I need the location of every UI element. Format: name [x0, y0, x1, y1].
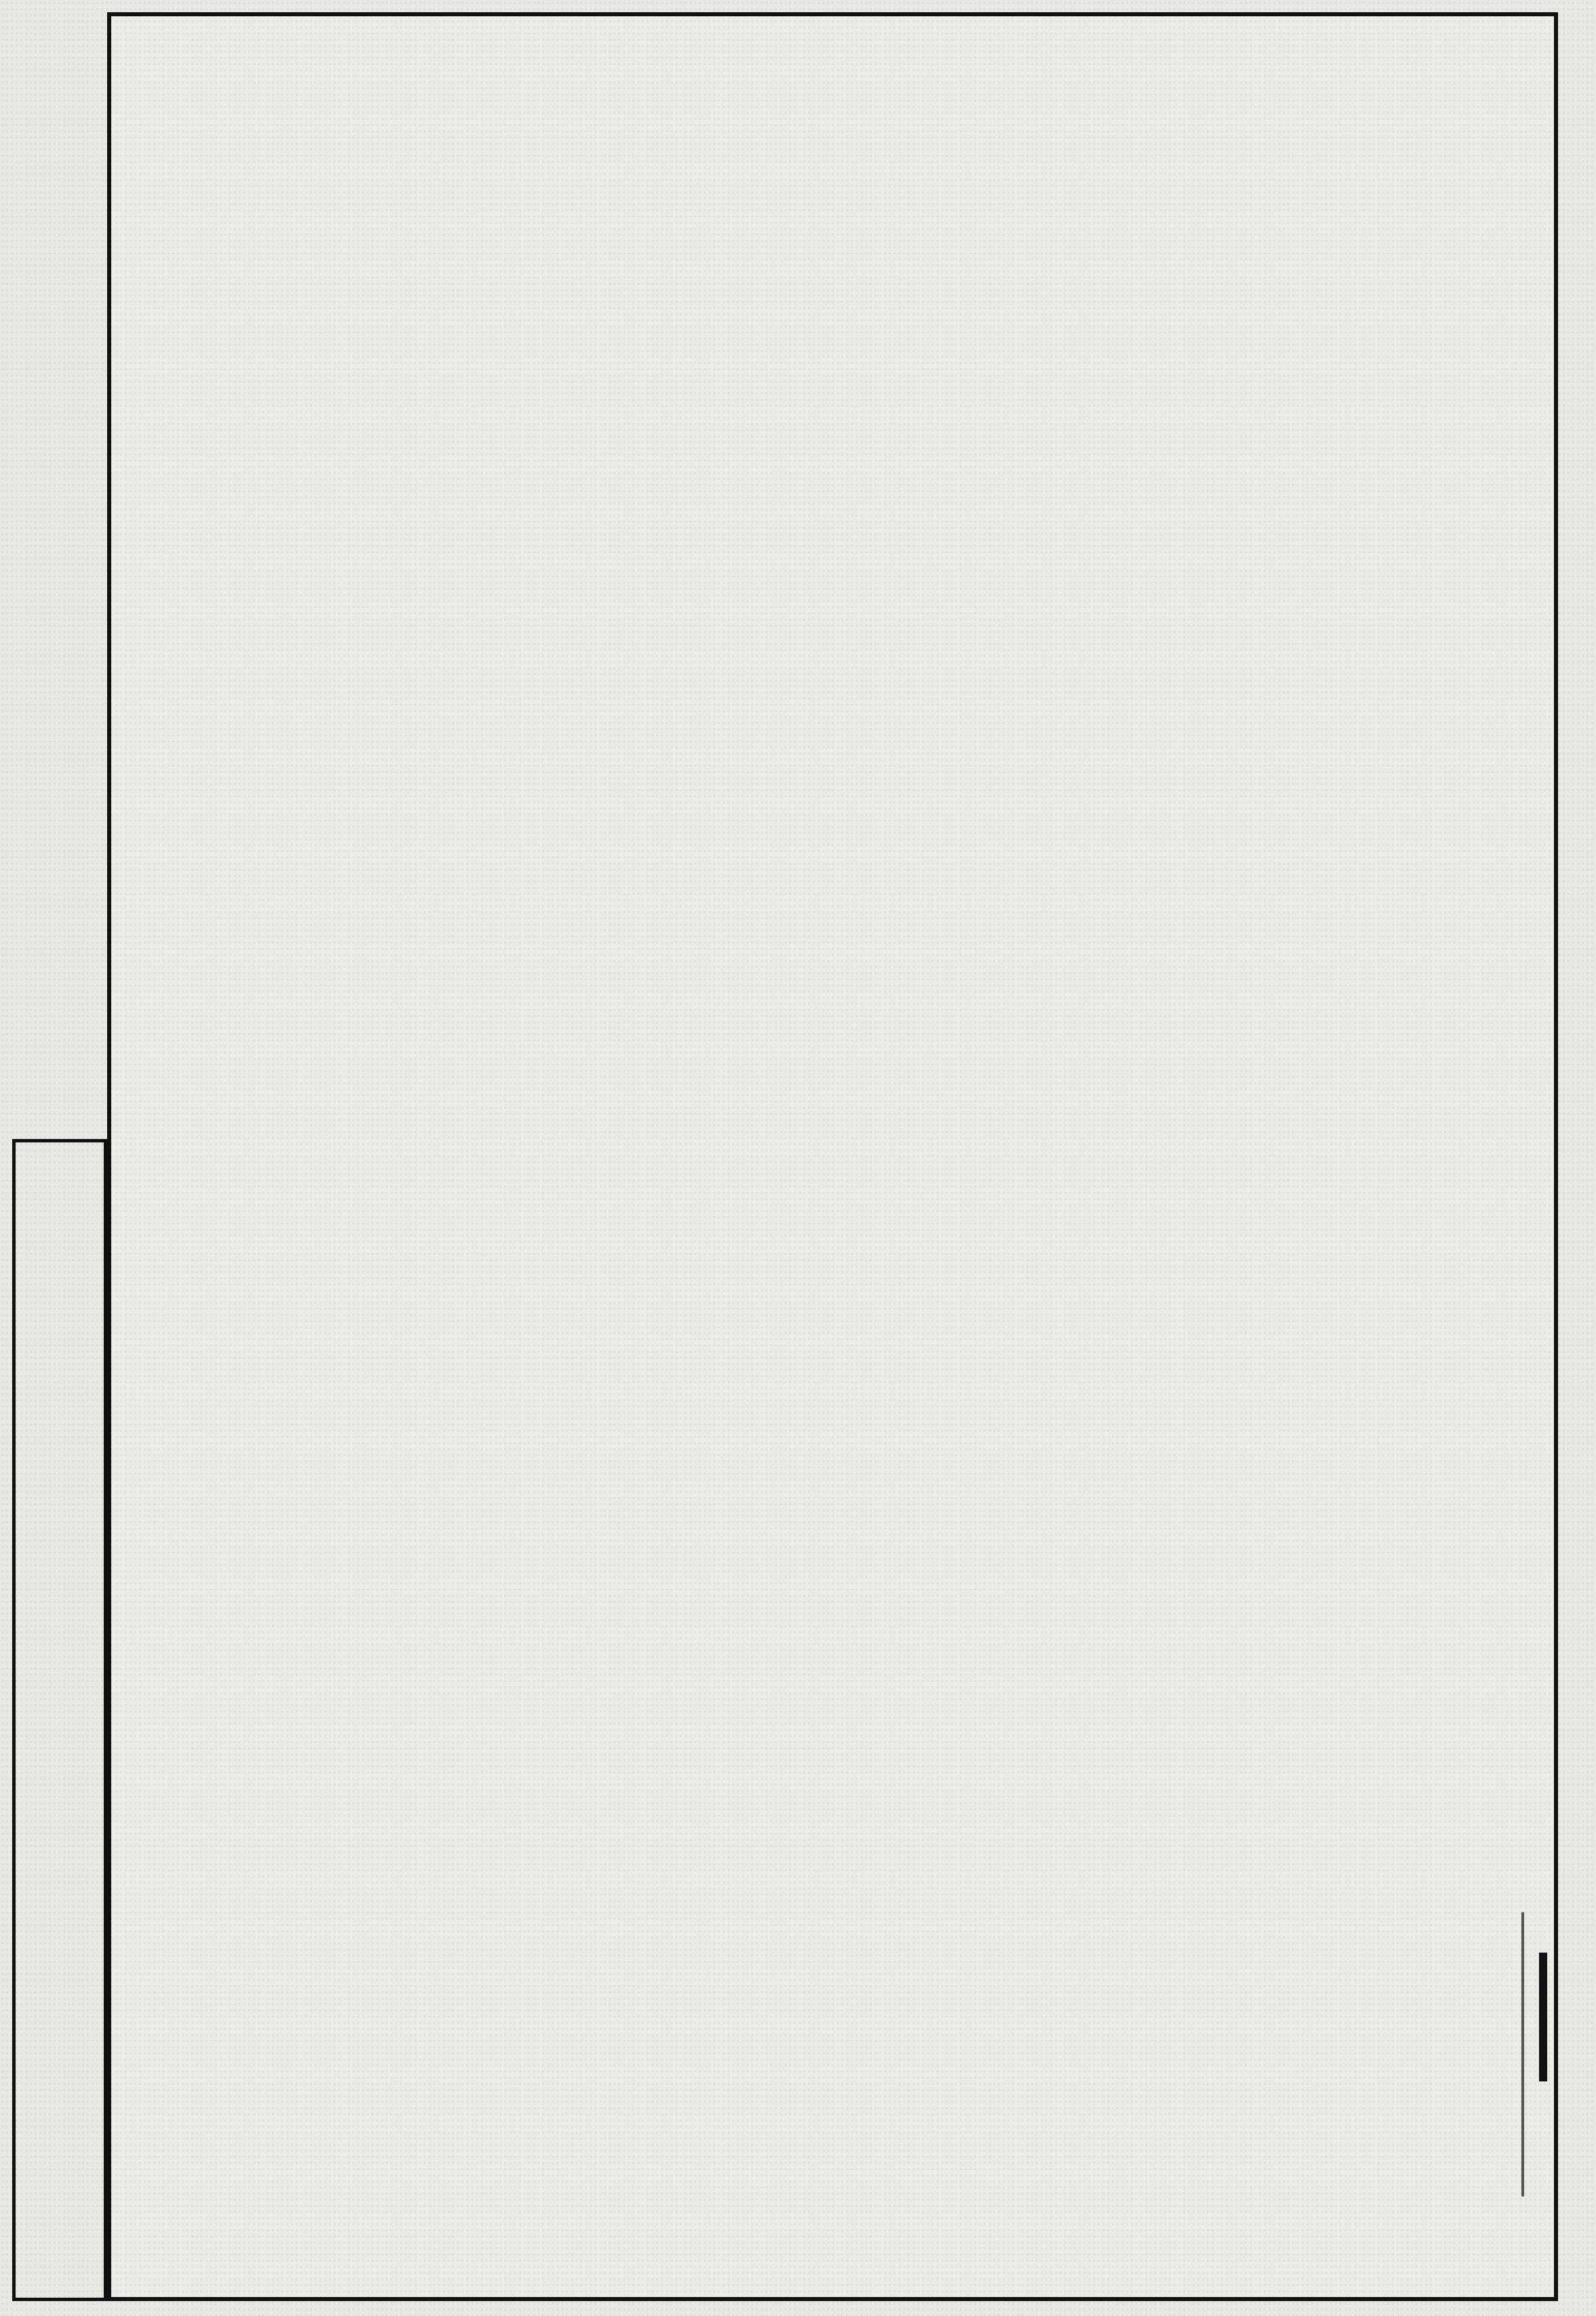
- margin-bracket: [1521, 1912, 1524, 2197]
- binding-stamp: [12, 1139, 107, 2301]
- page-header: [1017, 73, 1064, 117]
- page-frame: [107, 12, 1558, 2301]
- change-mark: [1539, 1953, 1547, 2081]
